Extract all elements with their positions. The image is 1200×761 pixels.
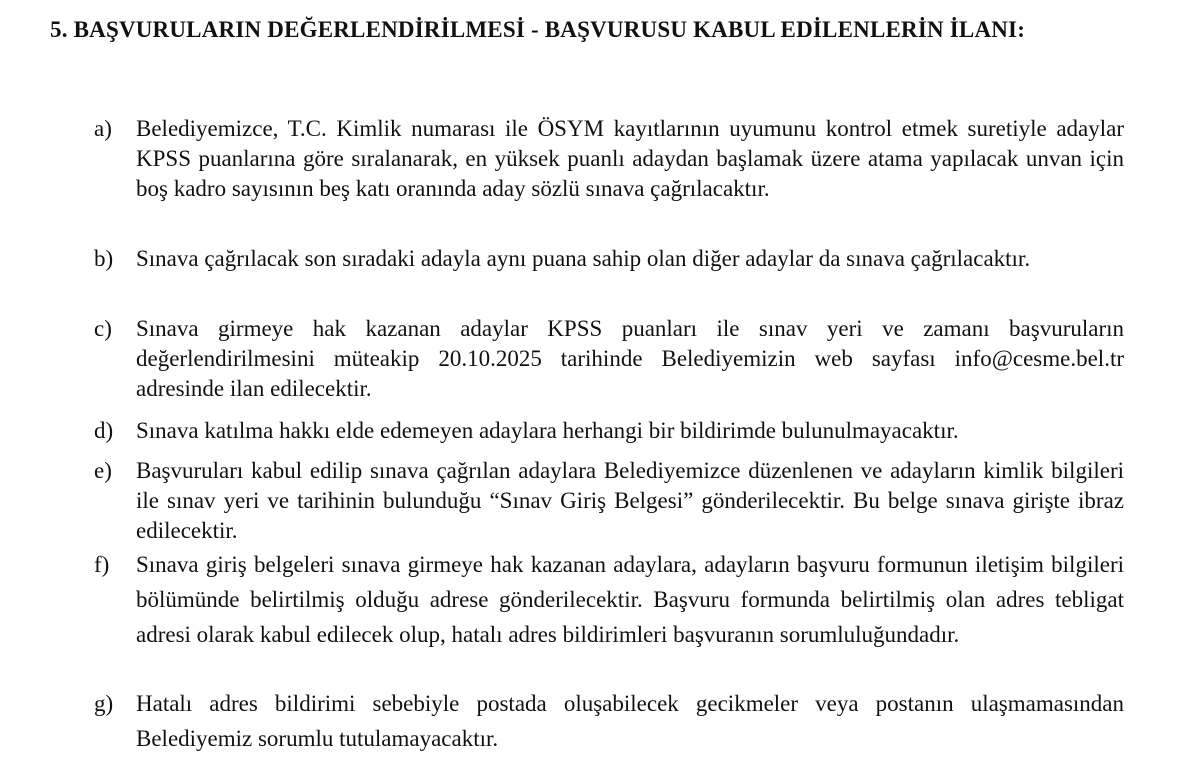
list-item-text: Sınava çağrılacak son sıradaki adayla aynı puana sahip olan diğer adaylar da sınava çağrılacaktır. [136, 246, 1031, 271]
list-item-b [94, 244, 1124, 274]
list-item-g [94, 686, 1124, 756]
list-item-text: Başvuruları kabul edilip sınava çağrılan adaylara Belediyemizce düzenlenen ve adayların kimlik bilgileri ile sınav yeri ve tarihinin bulunduğu “Sınav Giriş Belgesi” gönderilecektir. Bu belge sınava girişte ibraz edilecektir. [136, 458, 1124, 543]
list-item-f [94, 547, 1124, 652]
list-item-text: Hatalı adres bildirimi sebebiyle postada oluşabilecek gecikmeler veya postanın ulaşmamasından Belediyemiz sorumlu tutulamayacaktır. [136, 691, 1124, 751]
list-item-label: g) [94, 691, 114, 716]
list-item-label: b) [94, 246, 114, 271]
list-item-text: Sınava girmeye hak kazanan adaylar KPSS puanları ile sınav yeri ve zamanı başvuruların değerlendirilmesini müteakip 20.10.2025 tarihinde Belediyemizin web sayfası info@cesme.bel.tr adresinde ilan edilecektir. [136, 316, 1124, 401]
list-item-label: c) [94, 316, 112, 341]
list-item-label: d) [94, 418, 114, 443]
list-item-label: a) [94, 116, 112, 141]
list-item-text: Sınava giriş belgeleri sınava girmeye hak kazanan adaylara, adayların başvuru formunun iletişim bilgileri bölümünde belirtilmiş olduğu adrese gönderilecektir. Başvuru formunda belirtilmiş olan adres tebligat adresi olarak kabul edilecek olup, hatalı adres bildirimleri başvuranın sorumluluğundadır. [136, 552, 1124, 647]
list-item-e [94, 456, 1124, 546]
list-item-a [94, 114, 1124, 204]
list-item-c [94, 314, 1124, 404]
list-item-text: Belediyemizce, T.C. Kimlik numarası ile ÖSYM kayıtlarının uyumunu kontrol etmek suretiyle adaylar KPSS puanlarına göre sıralanarak, en yüksek puanlı adaydan başlamak üzere atama yapılacak unvan için boş kadro sayısının beş katı oranında aday sözlü sınava çağrılacaktır. [136, 116, 1124, 201]
list-item-label: f) [94, 552, 110, 577]
list-item-text: Sınava katılma hakkı elde edemeyen adaylara herhangi bir bildirimde bulunulmayacaktır. [136, 418, 959, 443]
section-heading: 5. BAŞVURULARIN DEĞERLENDİRİLMESİ - BAŞVURUSU KABUL EDİLENLERİN İLANI: [50, 17, 1026, 42]
list-item-label: e) [94, 458, 112, 483]
list-item-d [94, 416, 1124, 446]
